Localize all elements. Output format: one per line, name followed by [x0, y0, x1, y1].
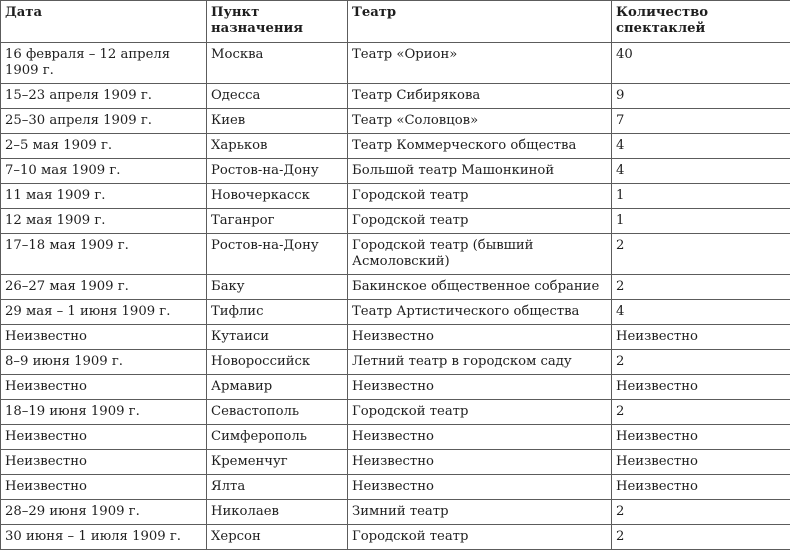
- cell-city: Севастополь: [207, 400, 348, 425]
- header-date: Дата: [1, 1, 207, 43]
- cell-date: 25–30 апреля 1909 г.: [1, 109, 207, 134]
- cell-theatre: Городской театр: [348, 400, 612, 425]
- cell-theatre: Городской театр: [348, 209, 612, 234]
- header-performance-count: Количество спектаклей: [612, 1, 790, 43]
- cell-city: Ялта: [207, 475, 348, 500]
- table-row: [1, 275, 790, 300]
- table-row: [1, 375, 790, 400]
- cell-count: 4: [612, 300, 790, 325]
- cell-date: 18–19 июня 1909 г.: [1, 400, 207, 425]
- header-row: [1, 1, 790, 43]
- cell-count: Неизвестно: [612, 375, 790, 400]
- cell-city: Ростов-на-Дону: [207, 234, 348, 275]
- table-row: [1, 425, 790, 450]
- cell-date: 7–10 мая 1909 г.: [1, 159, 207, 184]
- cell-theatre: Городской театр (бывший Асмоловский): [348, 234, 612, 275]
- cell-theatre: Зимний театр: [348, 500, 612, 525]
- cell-city: Армавир: [207, 375, 348, 400]
- cell-city: Таганрог: [207, 209, 348, 234]
- cell-count: Неизвестно: [612, 425, 790, 450]
- cell-count: 2: [612, 525, 790, 550]
- table-row: [1, 234, 790, 275]
- cell-theatre: Большой театр Машонкиной: [348, 159, 612, 184]
- table-row: [1, 159, 790, 184]
- cell-date: Неизвестно: [1, 375, 207, 400]
- cell-count: Неизвестно: [612, 325, 790, 350]
- cell-theatre: Неизвестно: [348, 325, 612, 350]
- cell-theatre: Летний театр в городском саду: [348, 350, 612, 375]
- cell-date: 28–29 июня 1909 г.: [1, 500, 207, 525]
- cell-date: 16 февраля – 12 апреля 1909 г.: [1, 43, 207, 84]
- cell-theatre: Неизвестно: [348, 425, 612, 450]
- cell-date: 15–23 апреля 1909 г.: [1, 84, 207, 109]
- cell-count: 4: [612, 159, 790, 184]
- table-row: [1, 325, 790, 350]
- table-row: [1, 400, 790, 425]
- cell-count: 2: [612, 275, 790, 300]
- cell-count: 40: [612, 43, 790, 84]
- table-row: [1, 350, 790, 375]
- cell-theatre: Городской театр: [348, 184, 612, 209]
- table-row: [1, 134, 790, 159]
- cell-theatre: Городской театр: [348, 525, 612, 550]
- cell-city: Киев: [207, 109, 348, 134]
- cell-city: Тифлис: [207, 300, 348, 325]
- cell-theatre: Неизвестно: [348, 475, 612, 500]
- cell-count: 2: [612, 500, 790, 525]
- cell-date: 17–18 мая 1909 г.: [1, 234, 207, 275]
- cell-city: Кременчуг: [207, 450, 348, 475]
- cell-date: Неизвестно: [1, 425, 207, 450]
- header-theatre: Театр: [348, 1, 612, 43]
- cell-city: Симферополь: [207, 425, 348, 450]
- cell-theatre: Театр «Соловцов»: [348, 109, 612, 134]
- cell-count: 4: [612, 134, 790, 159]
- header-destination: Пункт назначения: [207, 1, 348, 43]
- cell-count: Неизвестно: [612, 475, 790, 500]
- cell-city: Кутаиси: [207, 325, 348, 350]
- cell-theatre: Неизвестно: [348, 375, 612, 400]
- cell-count: 2: [612, 350, 790, 375]
- cell-city: Москва: [207, 43, 348, 84]
- table-row: [1, 109, 790, 134]
- cell-count: Неизвестно: [612, 450, 790, 475]
- table-row: [1, 43, 790, 84]
- table-row: [1, 300, 790, 325]
- table-row: [1, 84, 790, 109]
- cell-theatre: Неизвестно: [348, 450, 612, 475]
- cell-date: Неизвестно: [1, 325, 207, 350]
- cell-count: 1: [612, 184, 790, 209]
- cell-date: 8–9 июня 1909 г.: [1, 350, 207, 375]
- cell-city: Баку: [207, 275, 348, 300]
- cell-date: 29 мая – 1 июня 1909 г.: [1, 300, 207, 325]
- table-row: [1, 184, 790, 209]
- table-row: [1, 450, 790, 475]
- cell-theatre: Бакинское общественное собрание: [348, 275, 612, 300]
- cell-theatre: Театр Коммерческого общества: [348, 134, 612, 159]
- cell-date: Неизвестно: [1, 475, 207, 500]
- table-row: [1, 525, 790, 550]
- cell-city: Ростов-на-Дону: [207, 159, 348, 184]
- cell-count: 9: [612, 84, 790, 109]
- cell-date: 30 июня – 1 июля 1909 г.: [1, 525, 207, 550]
- cell-count: 7: [612, 109, 790, 134]
- cell-count: 1: [612, 209, 790, 234]
- table-row: [1, 475, 790, 500]
- table-row: [1, 209, 790, 234]
- cell-date: 11 мая 1909 г.: [1, 184, 207, 209]
- cell-count: 2: [612, 234, 790, 275]
- cell-date: 2–5 мая 1909 г.: [1, 134, 207, 159]
- cell-city: Николаев: [207, 500, 348, 525]
- cell-date: Неизвестно: [1, 450, 207, 475]
- cell-theatre: Театр Артистического общества: [348, 300, 612, 325]
- cell-count: 2: [612, 400, 790, 425]
- cell-city: Новороссийск: [207, 350, 348, 375]
- cell-city: Харьков: [207, 134, 348, 159]
- table-row: [1, 500, 790, 525]
- cell-date: 26–27 мая 1909 г.: [1, 275, 207, 300]
- cell-date: 12 мая 1909 г.: [1, 209, 207, 234]
- cell-city: Новочеркасск: [207, 184, 348, 209]
- cell-city: Херсон: [207, 525, 348, 550]
- cell-city: Одесса: [207, 84, 348, 109]
- cell-theatre: Театр «Орион»: [348, 43, 612, 84]
- cell-theatre: Театр Сибирякова: [348, 84, 612, 109]
